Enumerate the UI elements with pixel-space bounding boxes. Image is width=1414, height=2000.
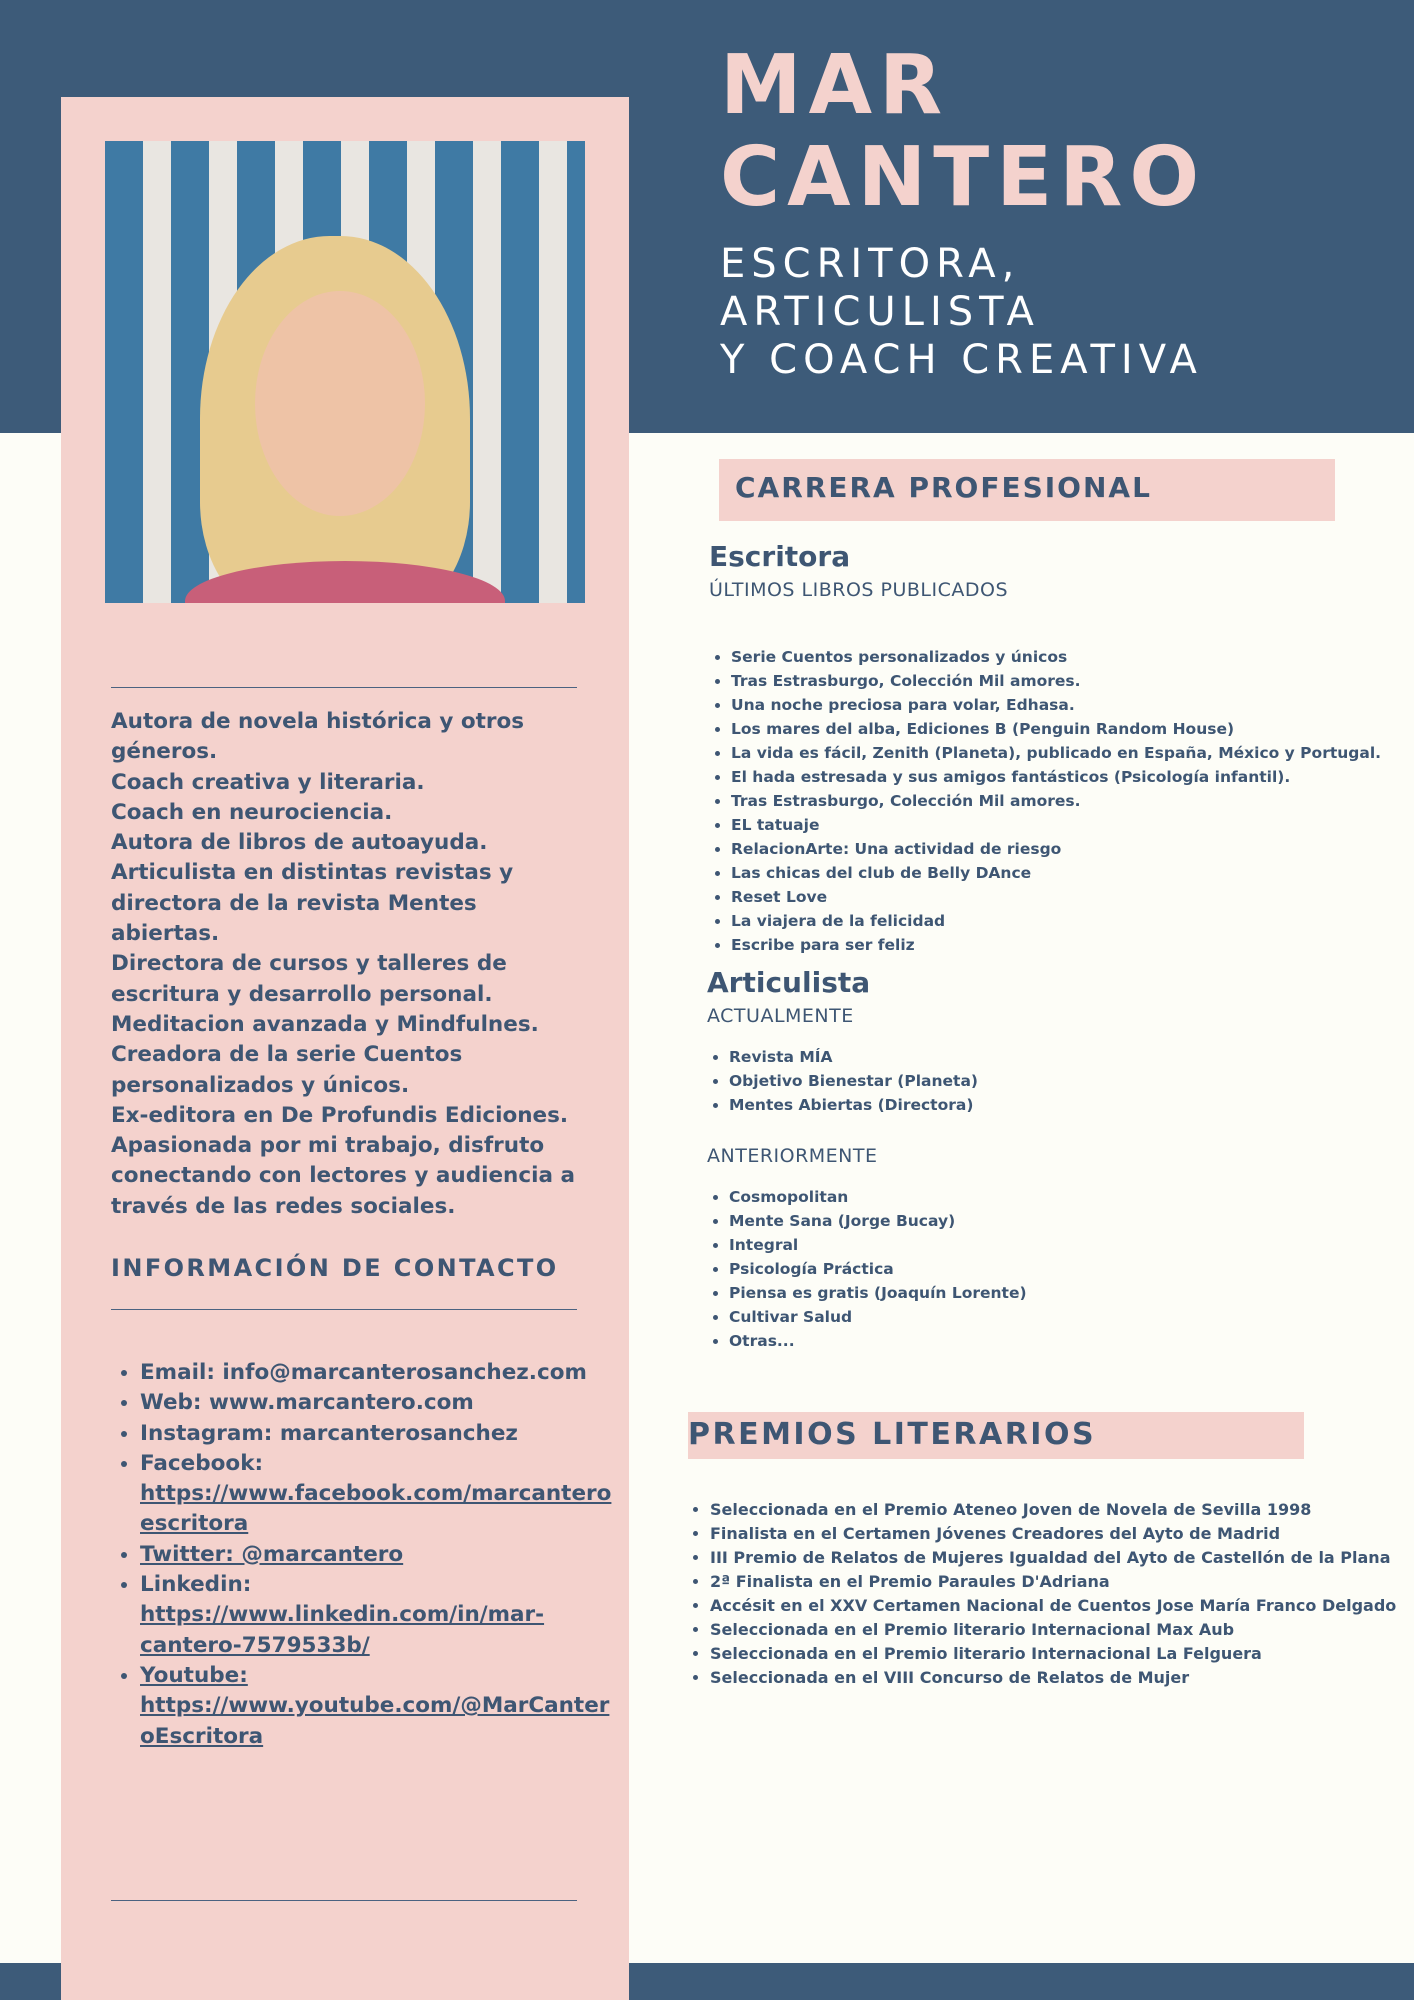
list-item: • Una noche preciosa para volar, Edhasa. [731, 693, 1381, 717]
list-item: • La viajera de la felicidad [731, 909, 1381, 933]
divider [111, 1309, 577, 1310]
previous-publications-list [707, 1185, 1027, 1353]
list-item: • Mentes Abiertas (Directora) [729, 1093, 978, 1117]
list-item: • Tras Estrasburgo, Colección Mil amores. [731, 669, 1381, 693]
person-name [720, 40, 1206, 224]
job-tagline [720, 240, 1203, 384]
bio-line: Coach en neurociencia. [111, 799, 393, 825]
list-item: • Serie Cuentos personalizados y únicos [731, 645, 1381, 669]
bio-line: Autora de novela histórica y otros géneros. [111, 709, 525, 765]
list-item: • Mente Sana (Jorge Bucay) [729, 1209, 1027, 1233]
awards-banner [688, 1412, 1304, 1459]
writer-role-title: Escritora [709, 540, 851, 573]
bio-line: Ex-editora en De Profundis Ediciones. [111, 1102, 569, 1128]
linkedin-label: • Linkedin: [140, 1572, 252, 1598]
list-item: • Cosmopolitan [729, 1185, 1027, 1209]
contact-web[interactable]: • Web: www.marcantero.com [140, 1388, 620, 1418]
face-shape [255, 291, 425, 516]
bio-line: Directora de cursos y talleres de escritura y desarrollo personal. [111, 951, 507, 1007]
bio-line: Apasionada por mi trabajo, disfruto conectando con lectores y audiencia a través de las redes sociales. [111, 1133, 575, 1219]
list-item: • Escribe para ser feliz [731, 933, 1381, 957]
list-item: • EL tatuaje [731, 813, 1381, 837]
list-item: • III Premio de Relatos de Mujeres Igualdad del Ayto de Castellón de la Plana [710, 1546, 1396, 1570]
list-item: • La vida es fácil, Zenith (Planeta), publicado en España, México y Portugal. [731, 741, 1381, 765]
current-publications-list [707, 1045, 978, 1117]
list-item: • RelacionArte: Una actividad de riesgo [731, 837, 1381, 861]
contact-section-title: INFORMACIÓN DE CONTACTO [111, 1254, 559, 1282]
list-item: • Objetivo Bienestar (Planeta) [729, 1069, 978, 1093]
contact-youtube [140, 1661, 620, 1752]
bio-line: Meditacion avanzada y Mindfulnes. [111, 1011, 539, 1037]
columnist-role-title: Articulista [707, 966, 871, 999]
bio-line: Coach creativa y literaria. [111, 769, 425, 795]
awards-list [688, 1498, 1396, 1690]
list-item: • Seleccionada en el Premio literario Internacional La Felguera [710, 1642, 1396, 1666]
contact-facebook [140, 1449, 620, 1540]
awards-section-title: PREMIOS LITERARIOS [688, 1417, 1097, 1452]
list-item: • Otras... [729, 1329, 1027, 1353]
name-line-2: CANTERO [720, 130, 1207, 225]
books-list [709, 645, 1381, 957]
youtube-label[interactable]: • Youtube: [140, 1662, 248, 1688]
left-sidebar [61, 97, 629, 2000]
list-item: • Finalista en el Certamen Jóvenes Creadores del Ayto de Madrid [710, 1522, 1396, 1546]
writer-subtitle: ÚLTIMOS LIBROS PUBLICADOS [709, 579, 1009, 601]
list-item: • Cultivar Salud [729, 1305, 1027, 1329]
linkedin-link[interactable]: https://www.linkedin.com/in/mar-cantero-7579533b/ [140, 1602, 545, 1658]
current-subtitle: ACTUALMENTE [707, 1005, 854, 1027]
facebook-label: • Facebook: [140, 1450, 264, 1476]
list-item: • Accésit en el XXV Certamen Nacional de Cuentos Jose María Franco Delgado [710, 1594, 1396, 1618]
list-item: • Seleccionada en el Premio Ateneo Joven de Novela de Sevilla 1998 [710, 1498, 1396, 1522]
list-item: • Seleccionada en el VIII Concurso de Relatos de Mujer [710, 1666, 1396, 1690]
list-item: • Las chicas del club de Belly DAnce [731, 861, 1381, 885]
list-item: • Revista MÍA [729, 1045, 978, 1069]
contact-linkedin [140, 1570, 620, 1661]
divider [111, 687, 577, 688]
profile-photo [105, 141, 585, 603]
contact-list [111, 1358, 620, 1752]
contact-instagram[interactable]: • Instagram: marcanterosanchez [140, 1419, 620, 1449]
bio-line: Autora de libros de autoayuda. Articulista en distintas revistas y directora de la revista Mentes abiertas. [111, 830, 514, 947]
bio-text [111, 707, 581, 1222]
list-item: • Psicología Práctica [729, 1257, 1027, 1281]
list-item: • 2ª Finalista en el Premio Paraules D'Adriana [710, 1570, 1396, 1594]
list-item: • El hada estresada y sus amigos fantásticos (Psicología infantil). [731, 765, 1381, 789]
list-item: • Los mares del alba, Ediciones B (Penguin Random House) [731, 717, 1381, 741]
contact-email[interactable]: • Email: info@marcanterosanchez.com [140, 1358, 620, 1388]
tagline-line-1: ESCRITORA, [720, 241, 1021, 287]
tagline-line-3: Y COACH CREATIVA [720, 337, 1203, 383]
previous-subtitle: ANTERIORMENTE [707, 1145, 878, 1167]
facebook-link[interactable]: https://www.facebook.com/marcanteroescritora [140, 1481, 612, 1537]
list-item: • Tras Estrasburgo, Colección Mil amores. [731, 789, 1381, 813]
bio-line: Creadora de la serie Cuentos personalizados y únicos. [111, 1042, 463, 1098]
list-item: • Reset Love [731, 885, 1381, 909]
career-section-title: CARRERA PROFESIONAL [735, 471, 1152, 504]
divider [111, 1900, 577, 1901]
twitter-link[interactable]: • Twitter: @marcantero [140, 1540, 620, 1570]
list-item: • Piensa es gratis (Joaquín Lorente) [729, 1281, 1027, 1305]
tagline-line-2: ARTICULISTA [720, 289, 1040, 335]
list-item: • Integral [729, 1233, 1027, 1257]
list-item: • Seleccionada en el Premio literario Internacional Max Aub [710, 1618, 1396, 1642]
youtube-link[interactable]: https://www.youtube.com/@MarCanteroEscritora [140, 1693, 610, 1749]
name-line-1: MAR [720, 38, 950, 133]
career-banner [719, 459, 1335, 521]
